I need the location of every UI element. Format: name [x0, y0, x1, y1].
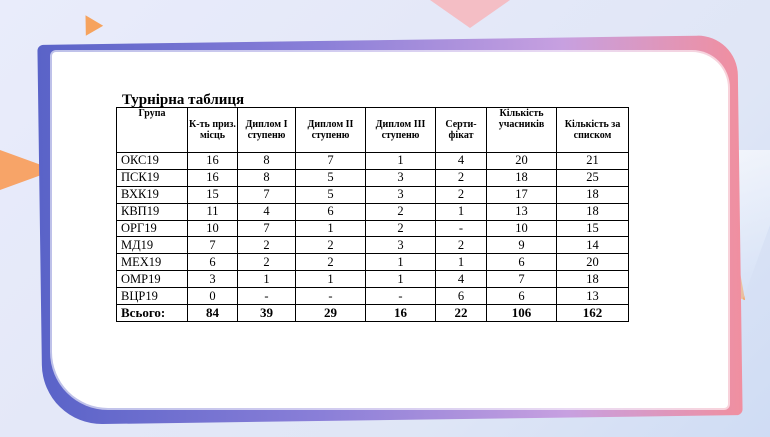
table-cell: 4 [436, 153, 487, 170]
table-cell: 8 [238, 169, 296, 186]
table-cell: 18 [557, 203, 629, 220]
table-cell: 7 [238, 220, 296, 237]
table-cell: 0 [188, 288, 238, 305]
table-cell: 18 [557, 186, 629, 203]
table-cell: 16 [188, 169, 238, 186]
table-cell: 11 [188, 203, 238, 220]
table-row [117, 186, 629, 203]
table-cell: 1 [296, 220, 366, 237]
table-cell: 3 [188, 271, 238, 288]
header-cell: Група [117, 108, 188, 153]
table-cell: 2 [366, 220, 436, 237]
table-cell: 3 [366, 237, 436, 254]
table-cell: 8 [238, 153, 296, 170]
total-cell: 22 [436, 305, 487, 322]
table-cell: 7 [238, 186, 296, 203]
table-cell: 2 [296, 237, 366, 254]
table-cell: 6 [487, 288, 557, 305]
table-cell: 7 [188, 237, 238, 254]
table-cell: 5 [296, 169, 366, 186]
table-cell: 1 [296, 271, 366, 288]
table-cell: 21 [557, 153, 629, 170]
table-row [117, 288, 629, 305]
table-cell: 2 [436, 237, 487, 254]
table-cell: 2 [366, 203, 436, 220]
table-cell: 4 [436, 271, 487, 288]
header-cell: Диплом I ступеню [238, 108, 296, 153]
table-cell: 2 [296, 254, 366, 271]
table-row [117, 254, 629, 271]
group-cell: ОМР19 [117, 271, 188, 288]
table-row [117, 237, 629, 254]
table-cell: 6 [436, 288, 487, 305]
table-cell: 10 [188, 220, 238, 237]
table-cell: 17 [487, 186, 557, 203]
table-cell: 1 [436, 203, 487, 220]
table-cell: 6 [296, 203, 366, 220]
table-cell: 7 [487, 271, 557, 288]
group-cell: МД19 [117, 237, 188, 254]
header-cell: К-ть приз. місць [188, 108, 238, 153]
table-cell: 1 [238, 271, 296, 288]
total-cell: 84 [188, 305, 238, 322]
table-cell: - [238, 288, 296, 305]
header-cell: Диплом II ступеню [296, 108, 366, 153]
table-cell: 1 [436, 254, 487, 271]
table-cell: - [436, 220, 487, 237]
table-row [117, 169, 629, 186]
table-cell: 13 [487, 203, 557, 220]
table-cell: 14 [557, 237, 629, 254]
table-cell: 1 [366, 153, 436, 170]
table-cell: 15 [557, 220, 629, 237]
table-cell: - [296, 288, 366, 305]
table-cell: 18 [487, 169, 557, 186]
table-cell: 3 [366, 186, 436, 203]
table-cell: 1 [366, 254, 436, 271]
group-cell: ВЦР19 [117, 288, 188, 305]
orange-triangle-top-left [77, 10, 103, 36]
table-cell: 15 [188, 186, 238, 203]
table-cell: 20 [487, 153, 557, 170]
table-header-row [117, 108, 629, 153]
table-cell: 9 [487, 237, 557, 254]
group-cell: МЕХ19 [117, 254, 188, 271]
table-cell: 18 [557, 271, 629, 288]
table-cell: 1 [366, 271, 436, 288]
table-cell: 7 [296, 153, 366, 170]
table-cell: 10 [487, 220, 557, 237]
table-cell: 16 [188, 153, 238, 170]
group-cell: ПСК19 [117, 169, 188, 186]
tournament-table [116, 107, 629, 322]
header-cell: Кількість за списком [557, 108, 629, 153]
group-cell: ОРГ19 [117, 220, 188, 237]
total-label-cell: Всього: [117, 305, 188, 322]
total-cell: 162 [557, 305, 629, 322]
table-cell: 2 [238, 237, 296, 254]
table-cell: 25 [557, 169, 629, 186]
group-cell: ОКС19 [117, 153, 188, 170]
table-cell: 13 [557, 288, 629, 305]
table-row [117, 271, 629, 288]
pink-triangle-top [430, 0, 510, 28]
table-cell: - [366, 288, 436, 305]
table-cell: 5 [296, 186, 366, 203]
group-cell: ВХК19 [117, 186, 188, 203]
total-cell: 39 [238, 305, 296, 322]
table-row [117, 220, 629, 237]
header-cell: Серти-фікат [436, 108, 487, 153]
table-row [117, 153, 629, 170]
header-cell: Диплом III ступеню [366, 108, 436, 153]
total-row [117, 305, 629, 322]
total-cell: 16 [366, 305, 436, 322]
table-cell: 6 [188, 254, 238, 271]
table-title: Турнірна таблиця [122, 92, 245, 108]
total-cell: 106 [487, 305, 557, 322]
table-cell: 2 [238, 254, 296, 271]
group-cell: КВП19 [117, 203, 188, 220]
table-cell: 2 [436, 186, 487, 203]
table-cell: 2 [436, 169, 487, 186]
table-cell: 3 [366, 169, 436, 186]
table-row [117, 203, 629, 220]
header-cell: Кількість учасників [487, 108, 557, 153]
table-cell: 6 [487, 254, 557, 271]
total-cell: 29 [296, 305, 366, 322]
table-cell: 20 [557, 254, 629, 271]
table-cell: 4 [238, 203, 296, 220]
